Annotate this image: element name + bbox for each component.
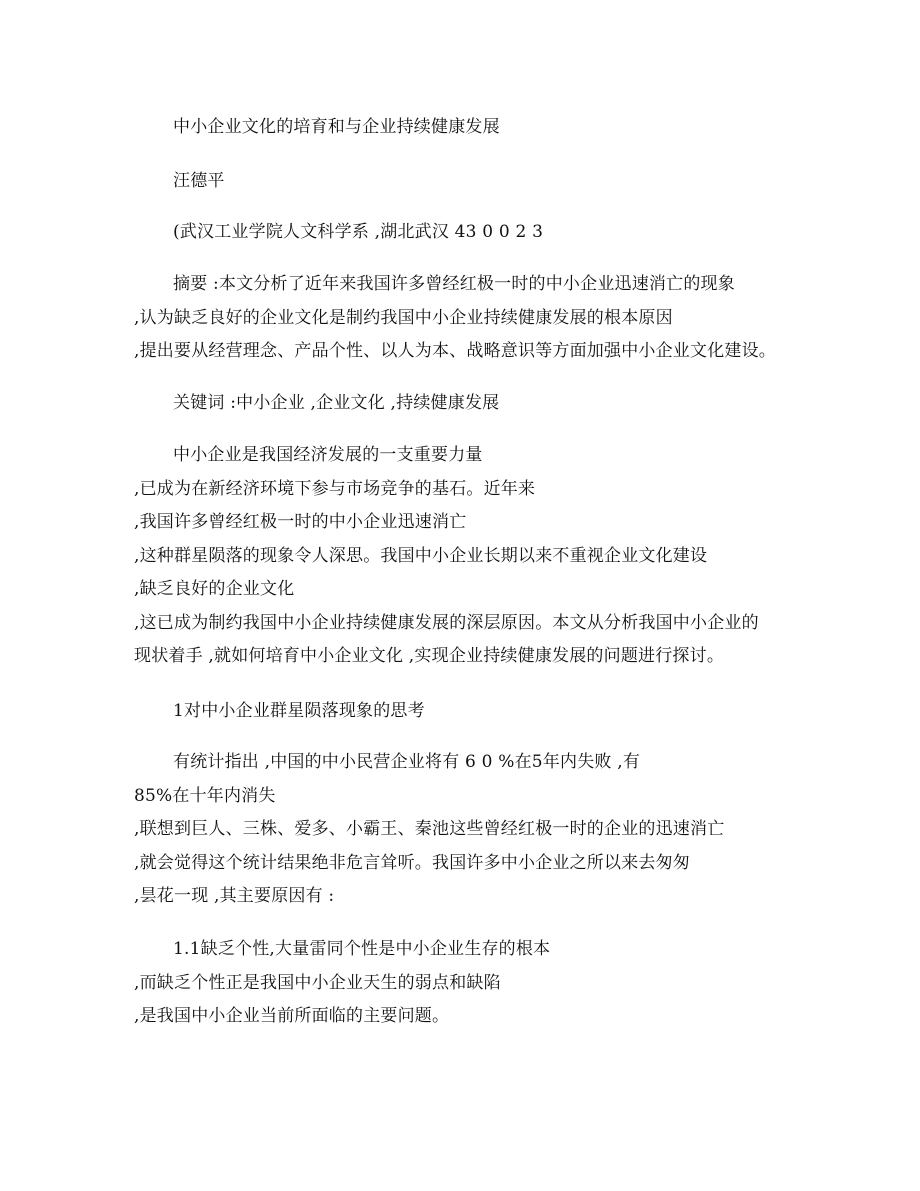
intro-line: ,已成为在新经济环境下参与市场竞争的基石。近年来 (134, 478, 536, 499)
section1-1-line: 1.1缺乏个性,大量雷同个性是中小企业生存的根本 (173, 939, 551, 959)
intro-line: ,缺乏良好的企业文化 (134, 579, 295, 599)
abstract-paragraph (134, 268, 814, 369)
intro-line: ,这已成为制约我国中小企业持续健康发展的深层原因。本文从分析我国中小企业的 (134, 612, 759, 633)
section1-line: 85%在十年内消失 (134, 785, 276, 806)
intro-line: 中小企业是我国经济发展的一支重要力量 (173, 445, 483, 465)
intro-line: 现状着手 ,就如何培育中小企业文化 ,实现企业持续健康发展的问题进行探讨。 (134, 646, 725, 666)
section1-heading (134, 695, 814, 729)
affiliation-line: (武汉工业学院人文科学系 ,湖北武汉 43 0 0 2 3 (173, 222, 544, 242)
abstract-line: ,认为缺乏良好的企业文化是制约我国中小企业持续健康发展的根本原因 (134, 307, 673, 328)
author-line: 汪德平 (173, 171, 225, 191)
article-title (134, 111, 814, 145)
keywords-line: 关键词 :中小企业 ,企业文化 ,持续健康发展 (173, 393, 500, 413)
abstract-line: 摘要 :本文分析了近年来我国许多曾经红极一时的中小企业迅速消亡的现象 (173, 274, 735, 294)
author-name (134, 165, 814, 199)
section1-line: ,就会觉得这个统计结果绝非危言耸听。我国许多中小企业之所以来去匆匆 (134, 852, 691, 873)
section1-line: ,昙花一现 ,其主要原因有 : (134, 886, 335, 906)
section1-line: ,联想到巨人、三株、爱多、小霸王、秦池这些曾经红极一时的企业的迅速消亡 (134, 819, 725, 839)
section1-paragraph (134, 746, 814, 914)
intro-line: ,这种群星陨落的现象令人深思。我国中小企业长期以来不重视企业文化建设 (134, 545, 708, 566)
section1-1-line: ,而缺乏个性正是我国中小企业天生的弱点和缺陷 (134, 972, 501, 993)
section1-1-line: ,是我国中小企业当前所面临的主要问题。 (134, 1006, 450, 1026)
intro-line: ,我国许多曾经红极一时的中小企业迅速消亡 (134, 512, 467, 532)
keywords-paragraph (134, 387, 814, 421)
author-affiliation (134, 216, 814, 250)
title-line: 中小企业文化的培育和与企业持续健康发展 (173, 117, 500, 137)
section1-line: 有统计指出 ,中国的中小民营企业将有 6 0 %在5年内失败 ,有 (173, 752, 641, 772)
section1-1-paragraph (134, 933, 814, 1034)
intro-paragraph (134, 439, 814, 674)
abstract-line: ,提出要从经营理念、产品个性、以人为本、战略意识等方面加强中小企业文化建设。 (134, 341, 777, 361)
section1-heading-line: 1对中小企业群星陨落现象的思考 (173, 701, 425, 721)
